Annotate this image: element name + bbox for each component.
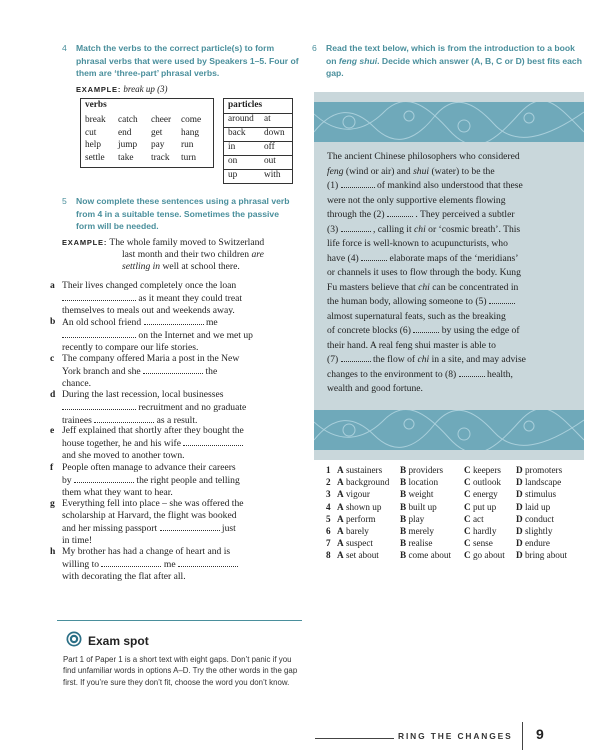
sentence-line: chance. [62,377,92,389]
option-d[interactable]: D stimulus [516,489,557,500]
sentence-line: York branch and she the [62,365,218,377]
particle-cell: with [264,170,281,180]
option-d[interactable]: D endure [516,538,550,549]
verb-cell: settle [85,152,105,163]
sentence-line: as it meant they could treat [62,292,302,305]
exam-spot-title: Exam spot [88,634,149,648]
option-number: 7 [326,538,331,549]
particle-cell: off [264,142,275,152]
option-d[interactable]: D bring about [516,550,568,561]
particle-cell: in [228,142,236,152]
question-4-example: EXAMPLE: break up (3) [76,84,168,94]
page-divider [522,722,523,750]
gap-4[interactable] [361,252,387,261]
sentence-b [50,316,302,354]
option-number: 4 [326,501,331,512]
option-d[interactable]: D landscape [516,477,562,488]
sentence-line: During the last recession, local businesses [62,388,224,400]
verbs-table [80,98,214,168]
particle-cell: at [264,114,271,124]
exam-spot-body: Part 1 of Paper 1 is a short text with eight gaps. Don’t panic if you find unfamiliar words in options A–D. Try the other words in the gap first. If you’re sure they don’t fit, choose the word you don’t know. [63,655,298,687]
sentence-line: People often manage to advance their careers [62,461,236,473]
sentence-line: by the right people and telling [62,474,240,486]
sentence-d [50,388,302,427]
verb-cell: run [181,140,194,150]
sentence-line: them what they want to hear. [62,486,173,498]
option-a[interactable]: A sustainers [337,465,383,475]
option-a[interactable]: A background [337,477,390,488]
sentence-letter: c [50,352,55,364]
option-a[interactable]: A vigour [337,489,370,500]
verb-cell: break [85,115,106,125]
sentence-letter: d [50,388,56,400]
option-number: 5 [326,513,331,524]
option-c[interactable]: C go about [464,550,505,561]
exam-spot-icon [66,631,82,647]
option-c[interactable]: C outlook [464,477,502,488]
option-a[interactable]: A barely [337,526,369,536]
option-number: 2 [326,477,331,488]
sentence-line: and her missing passport just [62,522,236,534]
sentence-line: with decorating the flat after all. [62,571,186,583]
option-number: 8 [326,550,331,561]
particle-cell: around [228,114,254,124]
sentence-letter: a [50,280,55,291]
sentence-letter: h [50,546,56,558]
sentence-line: themselves to meals out and weekends away. [62,305,235,317]
option-a[interactable]: A set about [337,550,379,561]
option-b[interactable]: B play [400,513,425,524]
sentence-line: recruitment and no graduate [62,401,302,414]
verb-cell: pay [151,140,165,150]
option-c[interactable]: C hardly [464,526,497,536]
gap-8[interactable] [459,368,485,377]
option-b[interactable]: B built up [400,501,437,512]
option-a[interactable]: A shown up [337,501,382,512]
decorative-band-bottom [314,410,584,450]
answer-gap[interactable] [101,558,161,567]
verb-cell: hang [181,127,200,138]
verb-cell: cut [85,127,97,138]
particle-cell: out [264,156,276,166]
particles-table-header: particles [228,100,263,110]
answer-gap[interactable] [74,474,134,483]
sentence-line: scholarship at Harvard, the flight was booked [62,509,237,521]
answer-gap[interactable] [160,522,220,531]
verb-cell: cheer [151,115,172,125]
option-d[interactable]: D conduct [516,513,555,524]
sentence-line: Everything fell into place – she was offered the [62,497,244,509]
gap-5[interactable] [489,295,515,304]
sentence-line: My brother has had a change of heart and is [62,546,231,558]
sentence-line: The company offered Maria a post in the New [62,352,240,364]
sentence-line: on the Internet and we met up [62,329,302,342]
answer-gap[interactable] [62,292,136,301]
option-a[interactable]: A perform [337,513,376,524]
sentence-h [50,546,302,583]
answer-gap[interactable] [62,401,136,410]
gap-1[interactable] [341,179,375,188]
sentence-letter: g [50,497,55,509]
particle-cell: up [228,170,238,180]
decorative-band-top [314,102,584,142]
option-a[interactable]: A suspect [337,538,373,549]
question-6-instruction: 6 Read the text below, which is from the introduction to a book on feng shui. Decide which answer (A, B, C or D) best fits each gap. [312,43,582,78]
verbs-table-header: verbs [85,100,107,110]
verb-cell: come [181,115,202,125]
floral-pattern-icon [314,410,584,450]
sentence-line: An old school friend me [62,317,218,329]
sentence-line: in time! [62,535,93,547]
particle-cell: back [228,128,246,138]
question-4-instruction: 4 Match the verbs to the correct particle(s) to form phrasal verbs that were used by Speakers 1–5. Four of them are ‘three-part’ phrasal verbs. [62,43,299,78]
option-number: 6 [326,526,331,536]
verb-cell: end [118,127,132,138]
sentence-letter: b [50,316,56,328]
gap-2[interactable] [387,208,413,217]
sentence-line: Jeff explained that shortly after they bought the [62,425,244,437]
sentence-c [50,352,302,390]
option-b[interactable]: B weight [400,489,434,500]
verb-cell: turn [181,152,196,163]
sentence-e [50,425,302,462]
option-c[interactable]: C act [464,513,484,524]
option-number: 1 [326,465,331,475]
answer-gap[interactable] [178,558,238,567]
verb-cell: help [85,140,102,150]
verb-cell: jump [118,140,138,150]
option-c[interactable]: C put up [464,501,497,512]
page-number: 9 [536,726,544,742]
exam-spot-divider [57,620,302,621]
sentence-line: and she moved to another town. [62,450,185,462]
sentence-g [50,497,302,547]
verb-cell: track [151,152,170,163]
gap-7[interactable] [341,353,371,362]
particles-table [223,98,293,184]
particle-cell: on [228,156,238,166]
sentence-line: recently to compare our life stories. [62,342,199,354]
answer-gap[interactable] [94,414,154,423]
option-d[interactable]: D promoters [516,465,563,475]
verb-cell: take [118,152,134,163]
verb-cell: catch [118,115,138,125]
sentence-f [50,461,302,499]
sentence-line: trainees as a result. [62,415,198,427]
option-d[interactable]: D slightly [516,526,553,536]
sentence-line: house together, he and his wife [62,437,302,450]
option-b[interactable]: B providers [400,465,444,475]
option-b[interactable]: B location [400,477,439,488]
answer-gap[interactable] [62,329,136,338]
verb-cell: get [151,127,163,138]
sentence-a [50,280,302,317]
answer-gap[interactable] [144,316,204,325]
gap-3[interactable] [341,223,371,232]
question-5-instruction: 5 Now complete these sentences using a phrasal verb from 4 in a suitable tense. Sometimes the passive form will be needed. [62,196,290,231]
option-c[interactable]: C energy [464,489,498,500]
answer-gap[interactable] [183,437,243,446]
particle-cell: down [264,128,285,138]
sentence-letter: f [50,461,54,473]
sentence-line: willing to me [62,558,302,571]
option-number: 3 [326,489,331,500]
gap-6[interactable] [413,324,439,333]
option-b[interactable]: B merely [400,526,434,536]
option-c[interactable]: C sense [464,538,493,549]
option-b[interactable]: B realise [400,538,433,549]
sentence-letter: e [50,425,55,437]
answer-gap[interactable] [143,365,203,374]
option-b[interactable]: B come about [400,550,452,561]
option-c[interactable]: C keepers [464,465,501,475]
footer-title: RING THE CHANGES [394,731,517,741]
question-5-example: EXAMPLE: The whole family moved to Switzerland last month and their two children are settling in well at school there. [62,237,265,273]
floral-pattern-icon [314,102,584,142]
sentence-line: Their lives changed completely once the loan [62,280,237,291]
option-d[interactable]: D laid up [516,501,551,512]
